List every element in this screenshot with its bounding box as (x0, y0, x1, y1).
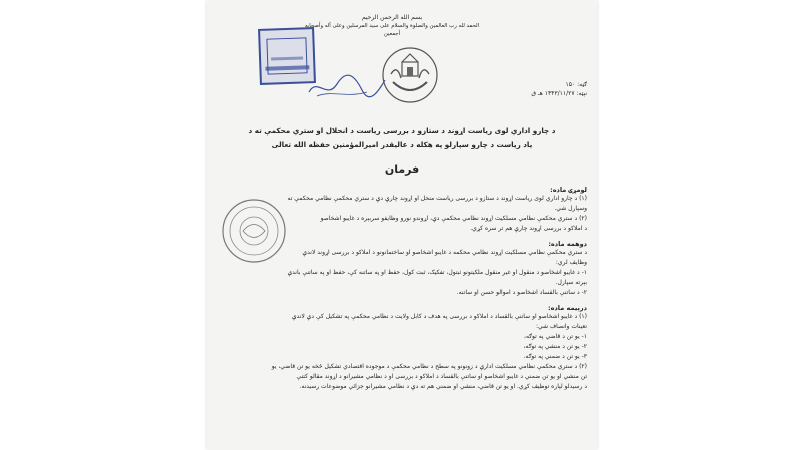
article-1 (217, 186, 587, 234)
article-line: وظایف لري: (555, 259, 587, 266)
article-line: تعینات وانصاف شي: (535, 323, 587, 330)
article-line: ۳- یو تن د ضمني په توګه. (523, 353, 587, 360)
article-line: د ستري محکمې نظامي مسلکيت اړوند نظامي محکمه د غایبو اشخاصو او ساختمانونو د املاکو د بررسی اړوند لاندې (302, 249, 587, 256)
article-line: وسپارل شي. (554, 205, 587, 212)
article-title: دوهمه ماده: (548, 240, 587, 248)
document-page (207, 0, 597, 450)
document-body (217, 186, 587, 398)
article-line: ۲- یو تن د منشي په توګه، (523, 343, 587, 350)
document-title: فرمان (384, 163, 420, 176)
handwritten-signature (307, 72, 387, 102)
document-heading (221, 124, 583, 152)
article-line: تن منشي او یو تن ضمني د غایبو اشخاصو او ساتنې بالقساد د املاکو د بررسی او د نظامي مشیرانو د اړوند مقالو کتنې (296, 373, 587, 380)
emirate-emblem-icon (379, 44, 441, 106)
article-2 (217, 240, 587, 298)
article-line: (۲) د ستري محکمې نظامي مسلکيت ادارې د زونونو په سطح د نظامي محکمې د موجوده اقتصادي تشکیل څخه یو تن قاضي، یو (271, 363, 587, 370)
article-line: د رسیدلو لپاره توظیف کړي. او یو تن قاضي، منشي او ضمني هم ته دې د نظامي مشیرانو جزائي موضوعات رسیدنه. (299, 383, 587, 390)
bismillah-text: بسم الله الرحمن الرحيم (361, 14, 423, 21)
article-line: د املاکو د بررسی اړوند چارې هم تر سره کړي. (470, 225, 587, 232)
article-3 (217, 304, 587, 392)
article-line: ۲- د ساتنې بالقساد اشخاصو د اموالو حسن او ساتنه. (456, 289, 587, 296)
document-number: ګڼه: ۱۵۰ (565, 81, 587, 88)
praise-text: الحمد لله رب العالمين والصلوة والسلام على سيد المرسلين وعلى آله وأصحابه أجمعين (304, 23, 480, 37)
article-line: ۱- یو تن د قاضي په توګه، (524, 333, 587, 340)
heading-line-1: د چارو اداري لوی ریاست اړوند د ستازو د بررسی ریاست د انحلال او ستري محکمې ته د (248, 126, 556, 135)
document-date: نېټه: ۱۴۴۳/۱۱/۲۷ هـ ق (531, 90, 587, 97)
document-header (297, 14, 487, 38)
article-line: (۱) د چارو اداري لوی ریاست اړوند د ستازو د بررسی ریاست منحل او اړوند چارې دې د ستري محکمې نظامي محکمې ته (287, 195, 587, 202)
document-meta (467, 80, 587, 98)
article-title: لومړۍ ماده: (550, 186, 587, 194)
article-line: ۱- د غایبو اشخاصو د منقول او غیر منقول ملکیتونو ثبتول، تفکیک، ثبت کول، حفظ او په ساتنه کې، حفظ او په ساتنې باندې (287, 269, 587, 276)
article-line: بېرته سپارل. (555, 279, 587, 286)
article-title: درېیمه ماده: (548, 304, 587, 312)
heading-line-2: یاد ریاست د چارو سپارلو په هکله د عالیقدر امیرالمؤمنین حفظه الله تعالی (271, 140, 533, 149)
article-line: (۱) د غایبو اشخاصو او ساتنې بالقساد د املاکو د بررسی په هدف د کابل ولایت د نظامي محکمې په تشکیل کې دې لاندې (291, 313, 587, 320)
article-line: (۲) د ستري محکمې نظامي مسلکيت اړوند نظامي محکمې دې، اړوندو نورو وظایفو سربېره د غایبو اشخاصو (320, 215, 587, 222)
